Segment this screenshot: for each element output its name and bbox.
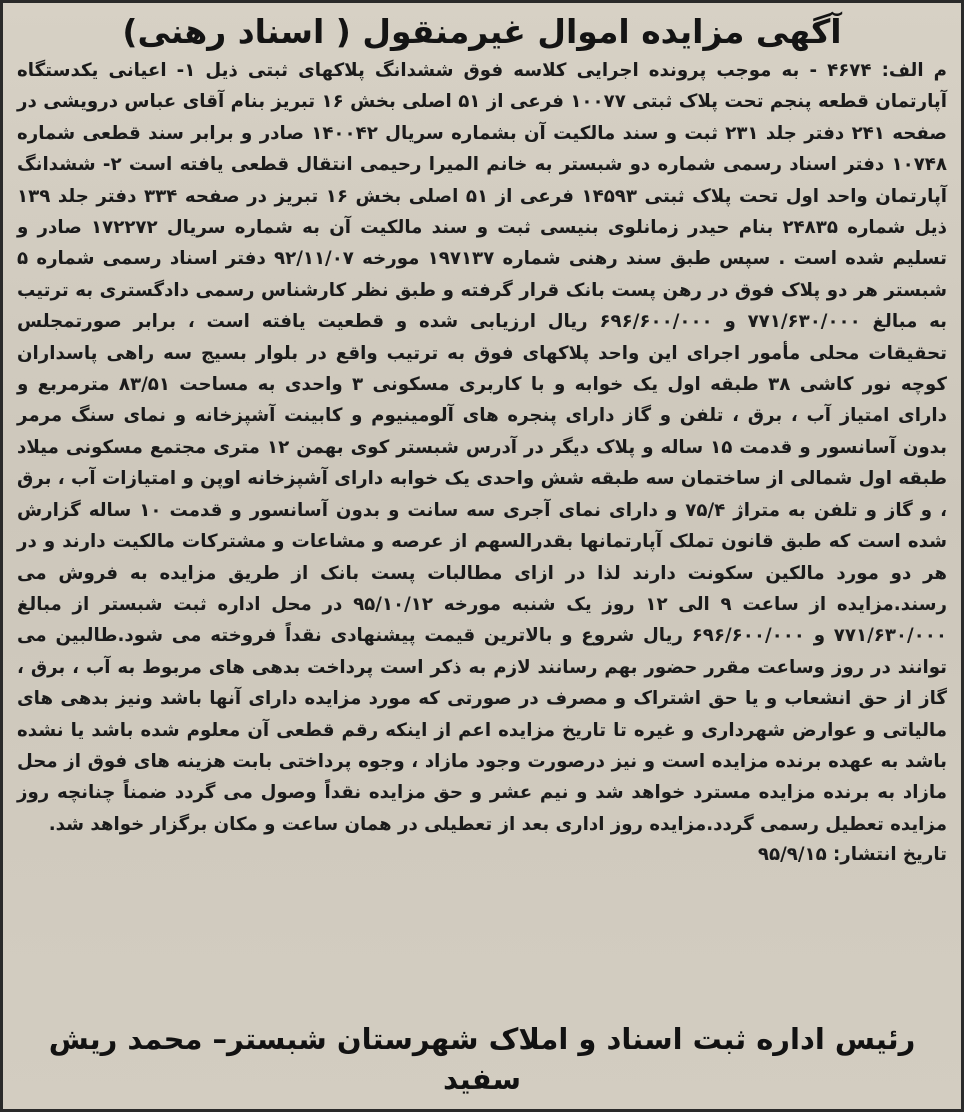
publish-date: تاریخ انتشار: ۹۵/۹/۱۵	[757, 844, 947, 866]
case-number: م الف: ۴۶۷۴	[827, 60, 947, 81]
notice-body	[17, 55, 947, 840]
notice-body-text: - به موجب پرونده اجرایی کلاسه فوق ششدانگ پلاکهای ثبتی ذیل ۱- اعیانی یکدستگاه آپارتمان قطعه پنجم تحت پلاک ثبتی ۱۰۰۷۷ فرعی از ۵۱ اصلی بخش ۱۶ تبریز بنام آقای عباس درویشی در صفحه ۲۴۱ دفتر جلد ۲۳۱ ثبت و سند مالکیت آن بشماره سریال ۱۴۰۰۴۲ صادر و برابر سند قطعی شماره ۱۰۷۴۸ دفتر اسناد رسمی شماره دو شبستر به خانم المیرا رحیمی انتقال قطعی یافته است ۲- ششدانگ آپارتمان واحد اول تحت پلاک ثبتی ۱۴۵۹۳ فرعی از ۵۱ اصلی بخش ۱۶ تبریز در صفحه ۳۳۴ دفتر جلد ۱۳۹ ذیل شماره ۲۴۸۳۵ بنام حیدر زمانلوی بنیسی ثبت و سند مالکیت آن به شماره سریال ۱۷۲۲۷۲ صادر و تسلیم شده است . سپس طبق سند رهنی شماره ۱۹۷۱۳۷ مورخه ۹۲/۱۱/۰۷ دفتر اسناد رسمی شماره ۵ شبستر هر دو پلاک فوق در رهن پست بانک قرار گرفته و طبق نظر کارشناس رسمی دادگستری به ترتیب به مبالغ ۷۷۱/۶۳۰/۰۰۰ و ۶۹۶/۶۰۰/۰۰۰ ریال ارزیابی شده و قطعیت یافته است ، برابر صورتمجلس تحقیقات محلی مأمور اجرای این واحد پلاکهای فوق به ترتیب واقع در بلوار بسیج سه راهی پاسداران کوچه نور کاشی ۳۸ طبقه اول یک خوابه و با کاربری مسکونی ۳ واحدی به مساحت ۸۳/۵۱ مترمربع و دارای امتیاز آب ، برق ، تلفن و گاز دارای پنجره های آلومینیوم و کابینت آشپزخانه و نمای سنگ مرمر بدون آسانسور و قدمت ۱۵ ساله و پلاک دیگر در آدرس شبستر کوی بهمن ۱۲ متری مجتمع مسکونی میلاد طبقه اول شمالی از ساختمان سه طبقه شش واحدی یک خوابه دارای آشپزخانه اوپن و امتیازات آب ، برق ، و گاز و تلفن به متراژ ۷۵/۴ و دارای نمای آجری سه سانت و بدون آسانسور و قدمت ۱۰ ساله گزارش شده است که طبق قانون تملک آپارتمانها بقدرالسهم از عرصه و مشاعات و مشترکات مالکیت دارند و در هر دو مورد مالکین سکونت دارند لذا در ازای مطالبات پست بانک از طریق مزایده به فروش می رسند.مزایده از ساعت ۹ الی ۱۲ روز یک شنبه مورخه ۹۵/۱۰/۱۲ در محل اداره ثبت شبستر از مبالغ ۷۷۱/۶۳۰/۰۰۰ و ۶۹۶/۶۰۰/۰۰۰ ریال شروع و بالاترین قیمت پیشنهادی نقداً فروخته می شود.طالبین می توانند در روز وساعت مقرر حضور بهم رسانند لازم به ذکر است پرداخت بدهی های مربوط به آب ، برق ، گاز از حق انشعاب و یا حق اشتراک و مصرف در صورتی که مورد مزایده دارای آنها باشد ونیز بدهی های مالیاتی و عوارض شهرداری و غیره تا تاریخ مزایده اعم از اینکه رقم قطعی آن معلوم شده باشد یا نشده باشد به عهده برنده مزایده است و نیز درصورت وجود مازاد ، وجوه پرداختی بابت هزینه های فوق از محل مازاد به برنده مزایده مسترد خواهد شد و نیم عشر و حق مزایده نقداً وصول می گردد ضمناً چنانچه روز مزایده تعطیل رسمی گردد.مزایده روز اداری بعد از تعطیلی در همان ساعت و مکان برگزار خواهد شد.	[17, 60, 948, 835]
signature-line: رئیس اداره ثبت اسناد و املاک شهرستان شبستر– محمد ریش سفید	[48, 1022, 916, 1096]
notice-title: آگهی مزایده اموال غیرمنقول ( اسناد رهنی)	[122, 12, 842, 51]
